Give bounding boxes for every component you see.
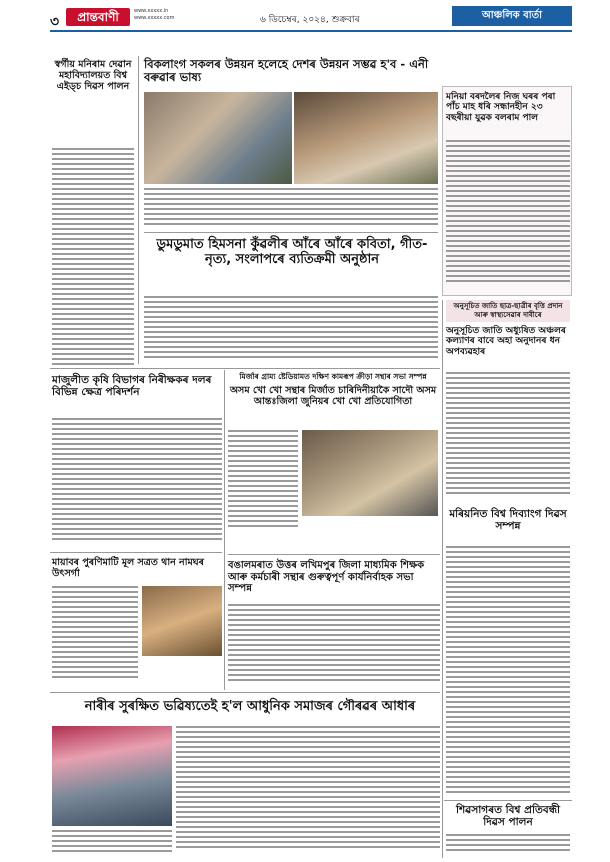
- headline-mayapur: মায়াবৰ পুৰণিমাটি মূল সত্ৰত থান নামঘৰ উৎসৰ্গা: [52, 557, 204, 579]
- masthead-rule: [50, 30, 572, 32]
- body-sports: [228, 430, 298, 550]
- dateline: ৬ ডিচেম্বৰ, ২০২৪, শুক্ৰবাৰ: [260, 15, 360, 25]
- body-mayapur: [52, 586, 138, 686]
- column-divider: [224, 370, 225, 690]
- section-label: আঞ্চলিক বাৰ্তা: [452, 6, 572, 26]
- mayapur-photo: [142, 586, 222, 656]
- body-women: [176, 726, 440, 858]
- headline-sivasagar: শিৱসাগৰত বিশ্ব প্ৰতিবন্ধী দিৱস পালন: [455, 804, 561, 829]
- headline-disability-day: মৰিয়নিত বিশ্ব দিব্যাংগ দিৱস সম্পন্ন: [449, 508, 567, 533]
- section-rule: [228, 554, 440, 555]
- newspaper-logo: প্ৰান্তবাণী: [66, 8, 130, 26]
- body-missing-youth: [446, 140, 570, 290]
- kicker-sports: মিৰ্জাৰ গ্ৰাম্য ষ্টেডিয়ামত দক্ষিণ কামৰূপ ক্ৰীড়া সন্থাৰ সভা সম্পন্ন: [239, 372, 427, 381]
- body-teachers: [228, 604, 440, 688]
- column-divider: [138, 56, 139, 364]
- headline-agri: মাজুলীত কৃষি বিভাগৰ নিৰীক্ষকৰ দলৰ বিভিন্ন ক্ষেত্ৰ পৰিদৰ্শন: [52, 374, 212, 399]
- headline-aids-day: স্বৰ্গীয় মনিৰাম দেৱান মহাবিদ্যালয়ত বিশ্ব এইড্‌চ দিৱস পালন: [54, 59, 132, 92]
- headline-missing-youth: মনিয়া বৰদলৈৰ নিজ ঘৰৰ পৰা পাঁচ মাহ ধৰি সন্ধানহীন ২৩ বছৰীয়া যুৱক বলৰাম পাল: [446, 92, 556, 123]
- website-lines: [134, 8, 174, 22]
- headline-sc-welfare: অনুসূচিত জাতি অধ্যুষিত অঞ্চলৰ কল্যাণৰ বাবে অহা অনুদানৰ ধন অপব্যৱহাৰ: [446, 326, 566, 357]
- lead-photo-2: [294, 92, 438, 184]
- women-photo: [52, 726, 172, 826]
- section-rule: [50, 368, 440, 369]
- section-rule: [444, 800, 572, 801]
- column-divider: [442, 300, 443, 858]
- body-sc-welfare: [446, 372, 570, 502]
- body-aids-day: [52, 148, 134, 368]
- kicker-sc-welfare: অনুসূচিত জাতি ছাত্ৰ-ছাত্ৰীৰ বৃত্তি প্ৰদান আৰু স্বাস্থ্যসেৱাৰ দাবীৰে: [446, 300, 570, 322]
- headline-feature: ডুমডুমাত হিমসনা কুঁৱলীৰ আঁৰে আঁৰে কবিতা, গীত-নৃত্য, সংলাপৰে ব্যতিক্ৰমী অনুষ্ঠান: [156, 237, 428, 267]
- section-rule: [50, 692, 440, 693]
- sports-photo: [302, 430, 438, 516]
- body-agri: [52, 418, 222, 548]
- body-sivasagar: [446, 834, 570, 858]
- body-lead: [144, 188, 438, 228]
- body-women-caption: [52, 830, 172, 858]
- headline-sports: অসম খো খো সন্থাৰ মিৰ্জাত চাৰিদিনীয়াকৈ সাদৌ অসম আন্তঃজিলা জুনিয়ৰ খো খো প্ৰতিযোগিতা: [229, 385, 437, 407]
- masthead: [0, 0, 610, 44]
- section-rule: [50, 552, 222, 553]
- headline-teachers: বঙালমৰাত উত্তৰ লখিমপুৰ জিলা মাধ্যমিক শিক্ষক আৰু কৰ্মচাৰী সন্থাৰ গুৰুত্বপূৰ্ণ কাৰ্যনিৰ্বাহক সভা সম্পন্ন: [228, 560, 425, 594]
- page-number: ৩: [50, 14, 60, 30]
- website-1: www.xxxxx.in: [134, 8, 169, 14]
- headline-women: নাৰীৰ সুৰক্ষিত ভৱিষ্যতেই হ'ল আধুনিক সমাজৰ গৌৰৱৰ আধাৰ: [84, 699, 416, 714]
- headline-lead: বিকলাংগ সকলৰ উন্নয়ন হলেহে দেশৰ উন্নয়ন সম্ভৱ হ'ব - এনী বৰুৱাৰ ভাষ্য: [144, 57, 429, 85]
- website-2: www.xxxxx.com: [134, 15, 175, 21]
- body-feature: [144, 296, 438, 364]
- feature-rule: [144, 232, 438, 233]
- body-disability-day: [446, 546, 570, 796]
- lead-photo-1: [144, 92, 292, 184]
